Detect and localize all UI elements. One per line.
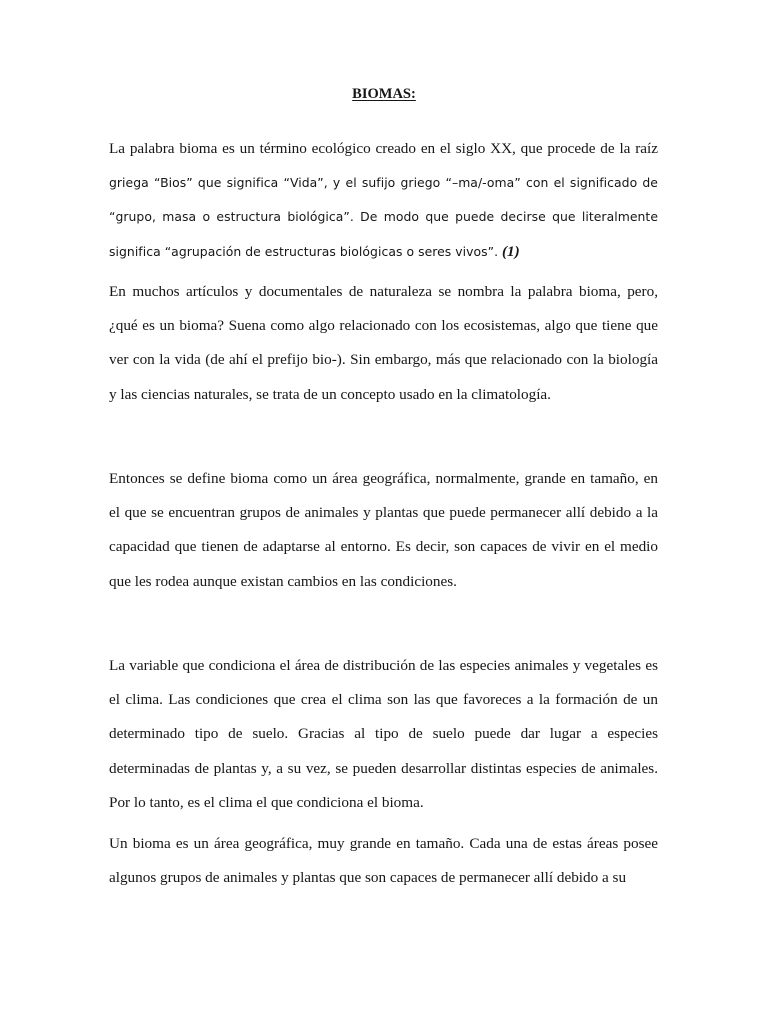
page-title: BIOMAS: (352, 86, 416, 102)
citation-marker: (1) (501, 242, 520, 260)
paragraph-definition (109, 132, 658, 269)
paragraph-climate: La variable que condiciona el área de distribución de las especies animales y vegetales es el clima. Las condiciones que crea el clima son las que favoreces a la formación de un determinado tipo de suelo. Gracias al tipo de suelo puede dar lugar a especies determinadas de plantas y, a su vez, se pueden desarrollar distintas especies de animales. Por lo tanto, es el clima el que condiciona el bioma. (109, 657, 658, 811)
paragraph-summary: Un bioma es un área geográfica, muy grande en tamaño. Cada una de estas áreas posee algunos grupos de animales y plantas que son capaces de permanecer allí debido a su (109, 835, 658, 887)
paragraph-definition-text-a: La palabra bioma es un término ecológico creado en el siglo XX, que procede de la raíz (109, 140, 658, 157)
paragraph-question: En muchos artículos y documentales de naturaleza se nombra la palabra bioma, pero, ¿qué es un bioma? Suena como algo relacionado con los ecosistemas, algo que tiene que ver con la vida (de ahí el prefijo bio-). Sin embargo, más que relacionado con la biología y las ciencias naturales, se trata de un concepto usado en la climatología. (109, 283, 658, 403)
paragraph-definition-text-b: griega “Bios” que significa “Vida”, y el sufijo griego “–ma/-oma” con el significado de “grupo, masa o estructura biológica”. De modo que puede decirse que literalmente significa “agrupación de estructuras biológicas o seres vivos”. (109, 175, 658, 259)
paragraph-definition-area: Entonces se define bioma como un área geográfica, normalmente, grande en tamaño, en el que se encuentran grupos de animales y plantas que puede permanecer allí debido a la capacidad que tienen de adaptarse al entorno. Es decir, son capaces de vivir en el medio que les rodea aunque existan cambios en las condiciones. (109, 470, 658, 590)
